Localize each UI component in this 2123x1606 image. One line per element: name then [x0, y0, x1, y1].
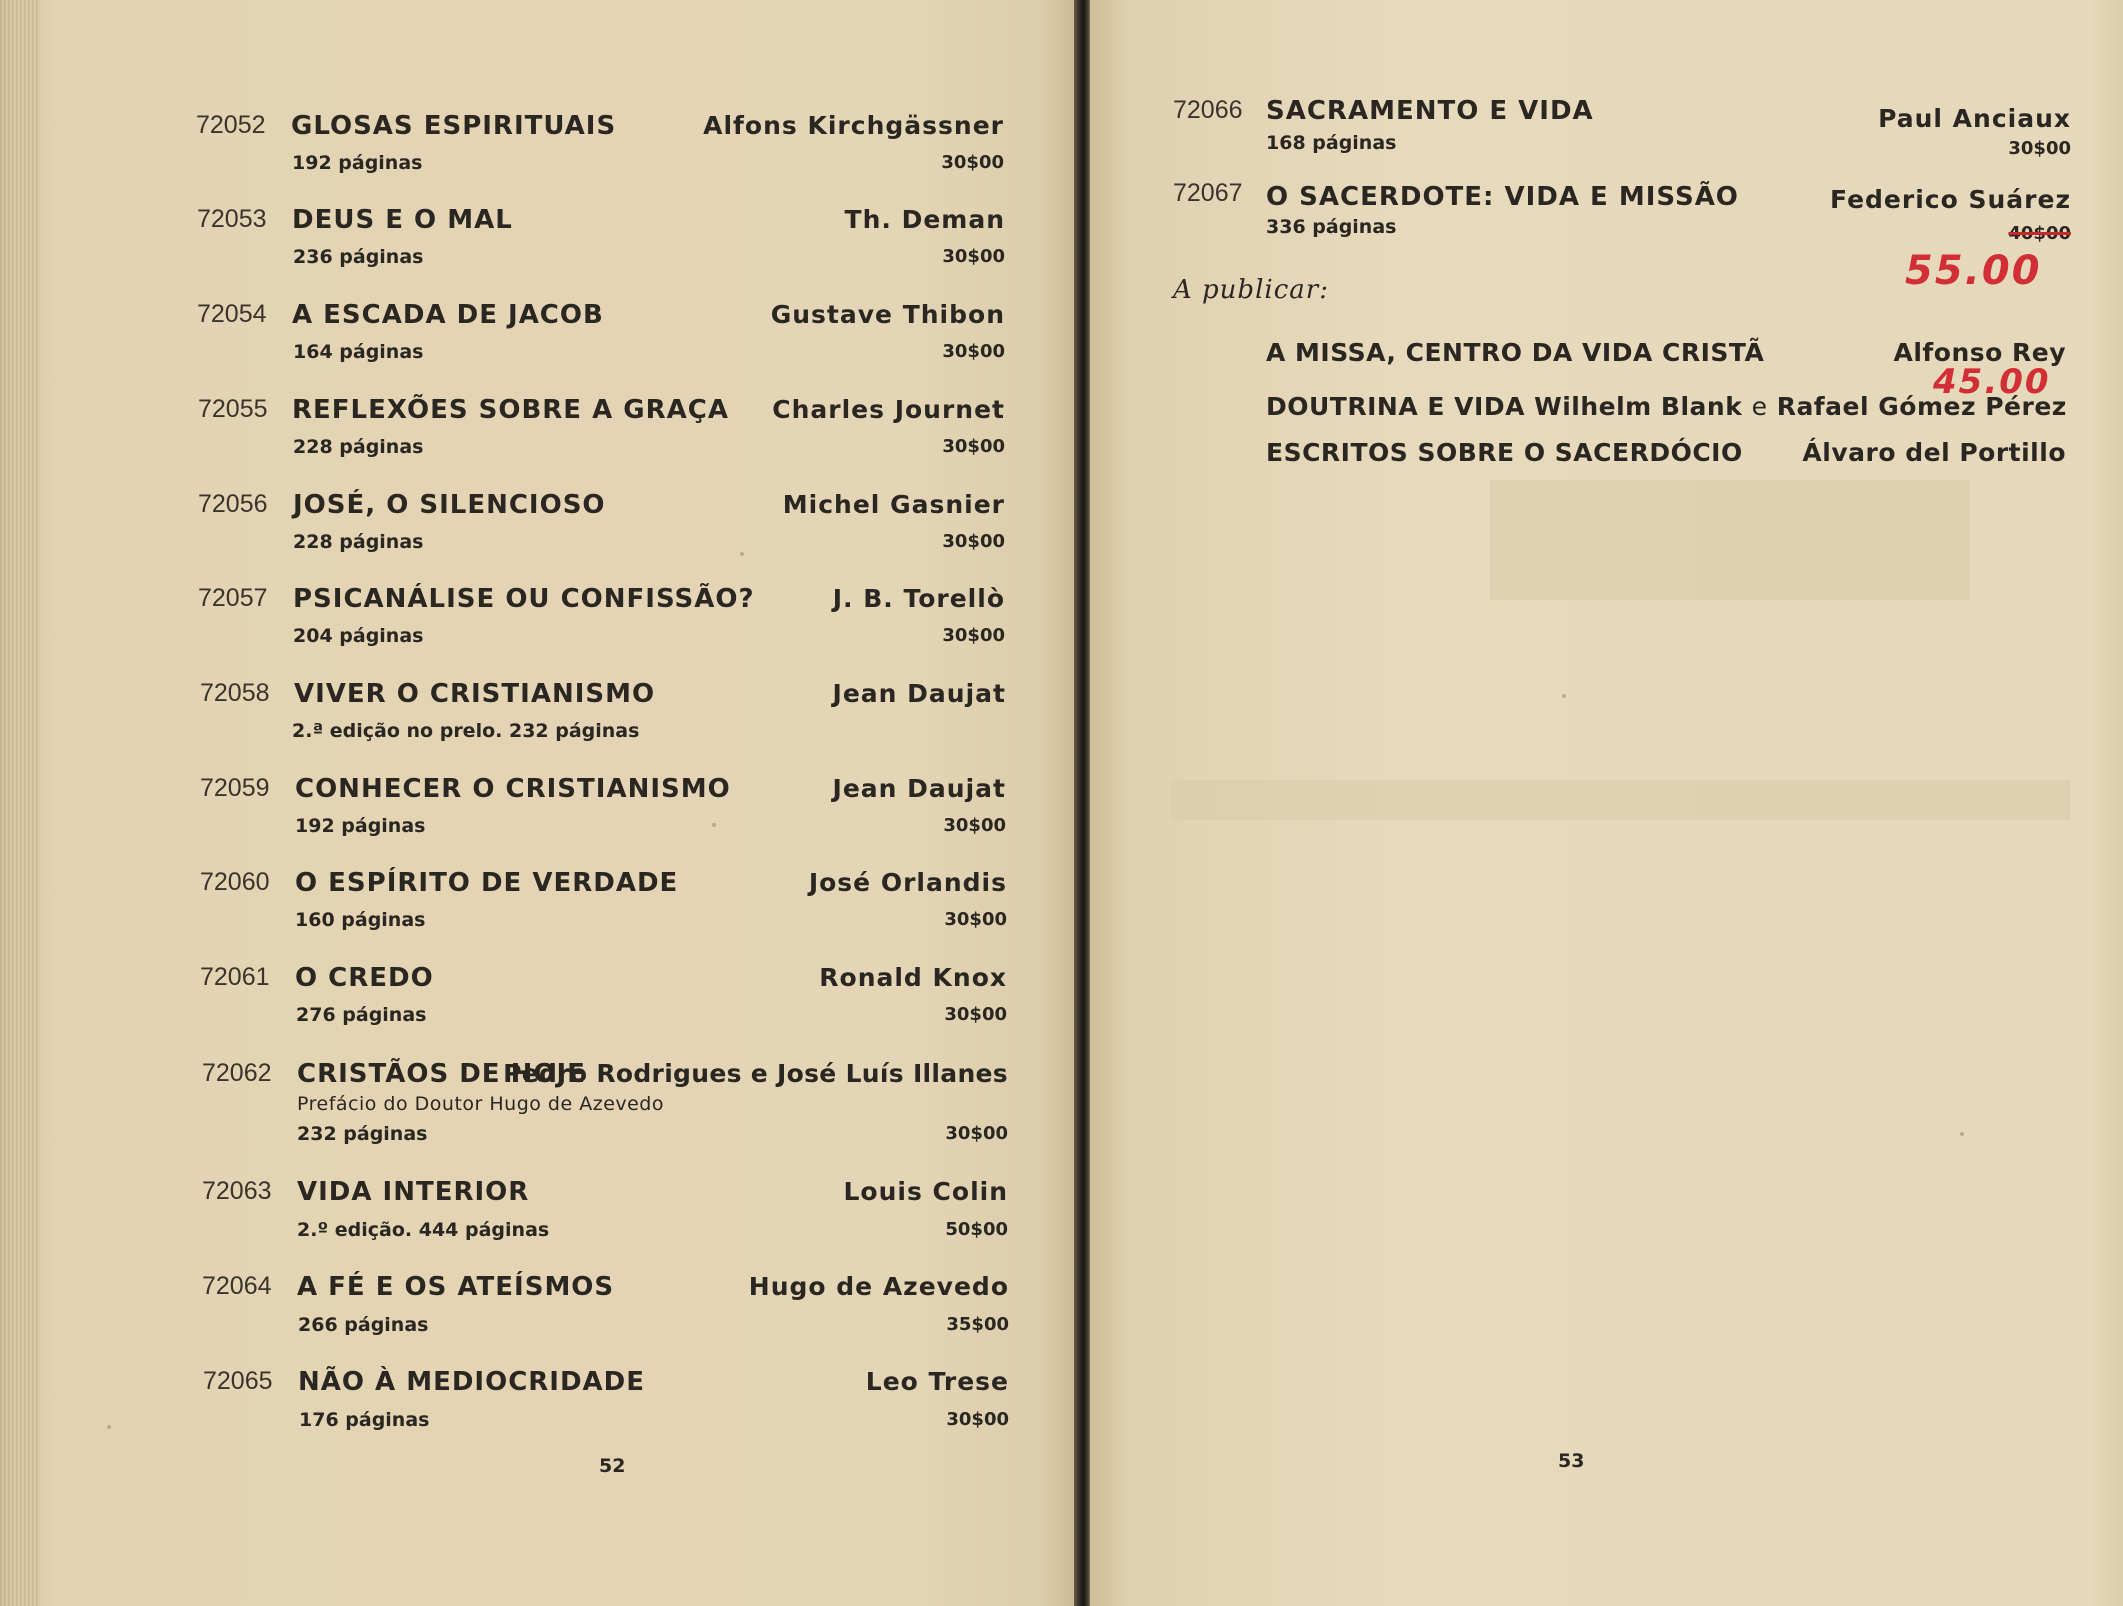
catalog-entry-72064 [202, 1272, 1009, 1342]
entry-price: 30$00 [2008, 138, 2071, 159]
catalog-entry-72058 [200, 679, 1006, 749]
entry-price: 50$00 [945, 1219, 1008, 1240]
upcoming-author: Rafael Gómez Pérez [1776, 392, 2067, 421]
handwritten-price: 45.00 [1933, 362, 2051, 402]
page-number-right: 53 [1558, 1450, 1585, 1472]
entry-pages: 228 páginas [293, 436, 424, 458]
upcoming-item [1266, 392, 2066, 421]
entry-code: 72063 [202, 1177, 272, 1205]
entry-price: 30$00 [944, 909, 1007, 930]
entry-title: NÃO À MEDIOCRIDADE [298, 1367, 646, 1397]
catalog-entry-72057 [198, 584, 1005, 654]
entry-code: 72064 [202, 1272, 272, 1300]
entry-author: Louis Colin [843, 1177, 1008, 1206]
entry-code: 72058 [200, 679, 270, 707]
entry-price-struck: 40$00 [2008, 223, 2071, 244]
entry-price: 30$00 [942, 341, 1005, 362]
entry-pages: 2.º edição. 444 páginas [297, 1219, 550, 1241]
entry-code: 72054 [197, 300, 267, 328]
entry-pages: 192 páginas [295, 815, 426, 837]
entry-code: 72067 [1173, 179, 1243, 207]
entry-pages: 2.ª edição no prelo. 232 páginas [292, 720, 640, 742]
entry-pages: 168 páginas [1266, 132, 1397, 154]
entry-code: 72056 [198, 490, 268, 518]
entry-pages: 176 páginas [299, 1409, 430, 1431]
entry-price: 30$00 [945, 1123, 1008, 1144]
entry-pages: 204 páginas [293, 625, 424, 647]
entry-pages: 232 páginas [297, 1123, 428, 1145]
entry-author: Ronald Knox [819, 963, 1007, 992]
page-number-left: 52 [599, 1455, 626, 1477]
paper-speck [740, 552, 744, 556]
upcoming-item [1266, 438, 2066, 467]
handwritten-price: 55.00 [1905, 248, 2042, 294]
paper-speck [1562, 694, 1566, 698]
entry-pages: 276 páginas [296, 1004, 427, 1026]
upcoming-author: Álvaro del Portillo [1802, 438, 2066, 467]
entry-author: Hugo de Azevedo [748, 1272, 1009, 1301]
catalog-entry-72059 [200, 774, 1006, 844]
catalog-entry-72066 [1173, 96, 2071, 166]
entry-price: 30$00 [942, 246, 1005, 267]
section-subheading: A publicar: [1173, 275, 1329, 305]
entry-title: SACRAMENTO E VIDA [1266, 96, 1594, 126]
upcoming-title: DOUTRINA E VIDA [1266, 392, 1525, 421]
entry-price: 30$00 [942, 625, 1005, 646]
entry-code: 72053 [197, 205, 267, 233]
bleed-through-shade [1490, 480, 1970, 600]
upcoming-title: A MISSA, CENTRO DA VIDA CRISTÃ [1266, 338, 1765, 367]
entry-code: 72060 [200, 868, 270, 896]
page-edge-texture [0, 0, 40, 1606]
catalog-entry-72055 [198, 395, 1005, 465]
entry-price: 30$00 [944, 1004, 1007, 1025]
catalog-entry-72065 [203, 1367, 1009, 1437]
catalog-entry-72062 [202, 1059, 1008, 1154]
upcoming-conjunction: e [1751, 392, 1768, 421]
entry-title: CONHECER O CRISTIANISMO [295, 774, 731, 804]
paper-speck [107, 1425, 111, 1429]
entry-author: Paul Anciaux [1878, 104, 2071, 133]
entry-code: 72061 [200, 963, 270, 991]
entry-title: DEUS E O MAL [292, 205, 513, 235]
catalog-entry-72061 [200, 963, 1007, 1033]
entry-code: 72065 [203, 1367, 273, 1395]
entry-price: 30$00 [941, 152, 1004, 173]
upcoming-title: ESCRITOS SOBRE O SACERDÓCIO [1266, 438, 1743, 467]
upcoming-author: Alfonso Rey [1893, 338, 2066, 367]
entry-price: 35$00 [946, 1314, 1009, 1335]
paper-speck [712, 823, 716, 827]
entry-author: Pedro Rodrigues e José Luís Illanes [503, 1059, 1008, 1088]
entry-pages: 228 páginas [293, 531, 424, 553]
catalog-entry-72056 [198, 490, 1005, 560]
entry-author: Jean Daujat [832, 679, 1006, 708]
entry-title: O SACERDOTE: VIDA E MISSÃO [1266, 182, 1739, 212]
entry-title: PSICANÁLISE OU CONFISSÃO? [293, 584, 755, 614]
entry-code: 72062 [202, 1059, 272, 1087]
entry-code: 72059 [200, 774, 270, 802]
entry-author: José Orlandis [808, 868, 1007, 897]
entry-title: REFLEXÕES SOBRE A GRAÇA [292, 395, 729, 425]
entry-pages: 236 páginas [293, 246, 424, 268]
entry-author: Leo Trese [865, 1367, 1009, 1396]
entry-title: CRISTÃOS DE HOJE [297, 1059, 586, 1089]
entry-pages: 336 páginas [1266, 216, 1397, 238]
right-page [1090, 0, 2123, 1606]
entry-author: Michel Gasnier [782, 490, 1005, 519]
catalog-entry-72063 [202, 1177, 1008, 1247]
entry-price: 30$00 [946, 1409, 1009, 1430]
entry-price: 30$00 [942, 436, 1005, 457]
entry-title: A FÉ E OS ATEÍSMOS [297, 1272, 615, 1302]
bleed-through-shade [1170, 780, 2070, 820]
entry-author: Federico Suárez [1830, 185, 2071, 214]
entry-author: Charles Journet [772, 395, 1005, 424]
entry-author: Gustave Thibon [770, 300, 1005, 329]
entry-pages: 266 páginas [298, 1314, 429, 1336]
entry-pages: 192 páginas [292, 152, 423, 174]
entry-code: 72052 [196, 111, 266, 139]
catalog-entry-72067 [1173, 179, 2071, 249]
entry-pages: 160 páginas [295, 909, 426, 931]
catalog-entry-72060 [200, 868, 1007, 938]
entry-author: Jean Daujat [832, 774, 1006, 803]
entry-title: VIDA INTERIOR [297, 1177, 530, 1207]
catalog-entry-72053 [197, 205, 1005, 275]
entry-author: J. B. Torellò [832, 584, 1005, 613]
paper-speck [1960, 1132, 1964, 1136]
entry-title: JOSÉ, O SILENCIOSO [293, 490, 606, 520]
entry-note: Prefácio do Doutor Hugo de Azevedo [297, 1093, 664, 1115]
entry-title: VIVER O CRISTIANISMO [294, 679, 656, 709]
entry-title: O ESPÍRITO DE VERDADE [295, 868, 679, 898]
entry-author: Alfons Kirchgässner [703, 111, 1004, 140]
entry-title: GLOSAS ESPIRITUAIS [291, 111, 617, 141]
entry-pages: 164 páginas [293, 341, 424, 363]
entry-price: 30$00 [943, 815, 1006, 836]
entry-code: 72057 [198, 584, 268, 612]
entry-code: 72055 [198, 395, 268, 423]
entry-author: Th. Deman [844, 205, 1005, 234]
entry-code: 72066 [1173, 96, 1243, 124]
upcoming-author: Wilhelm Blank [1534, 392, 1743, 421]
entry-title: O CREDO [295, 963, 434, 993]
entry-price: 30$00 [942, 531, 1005, 552]
entry-title: A ESCADA DE JACOB [292, 300, 604, 330]
catalog-entry-72052 [196, 111, 1004, 181]
catalog-entry-72054 [197, 300, 1005, 370]
